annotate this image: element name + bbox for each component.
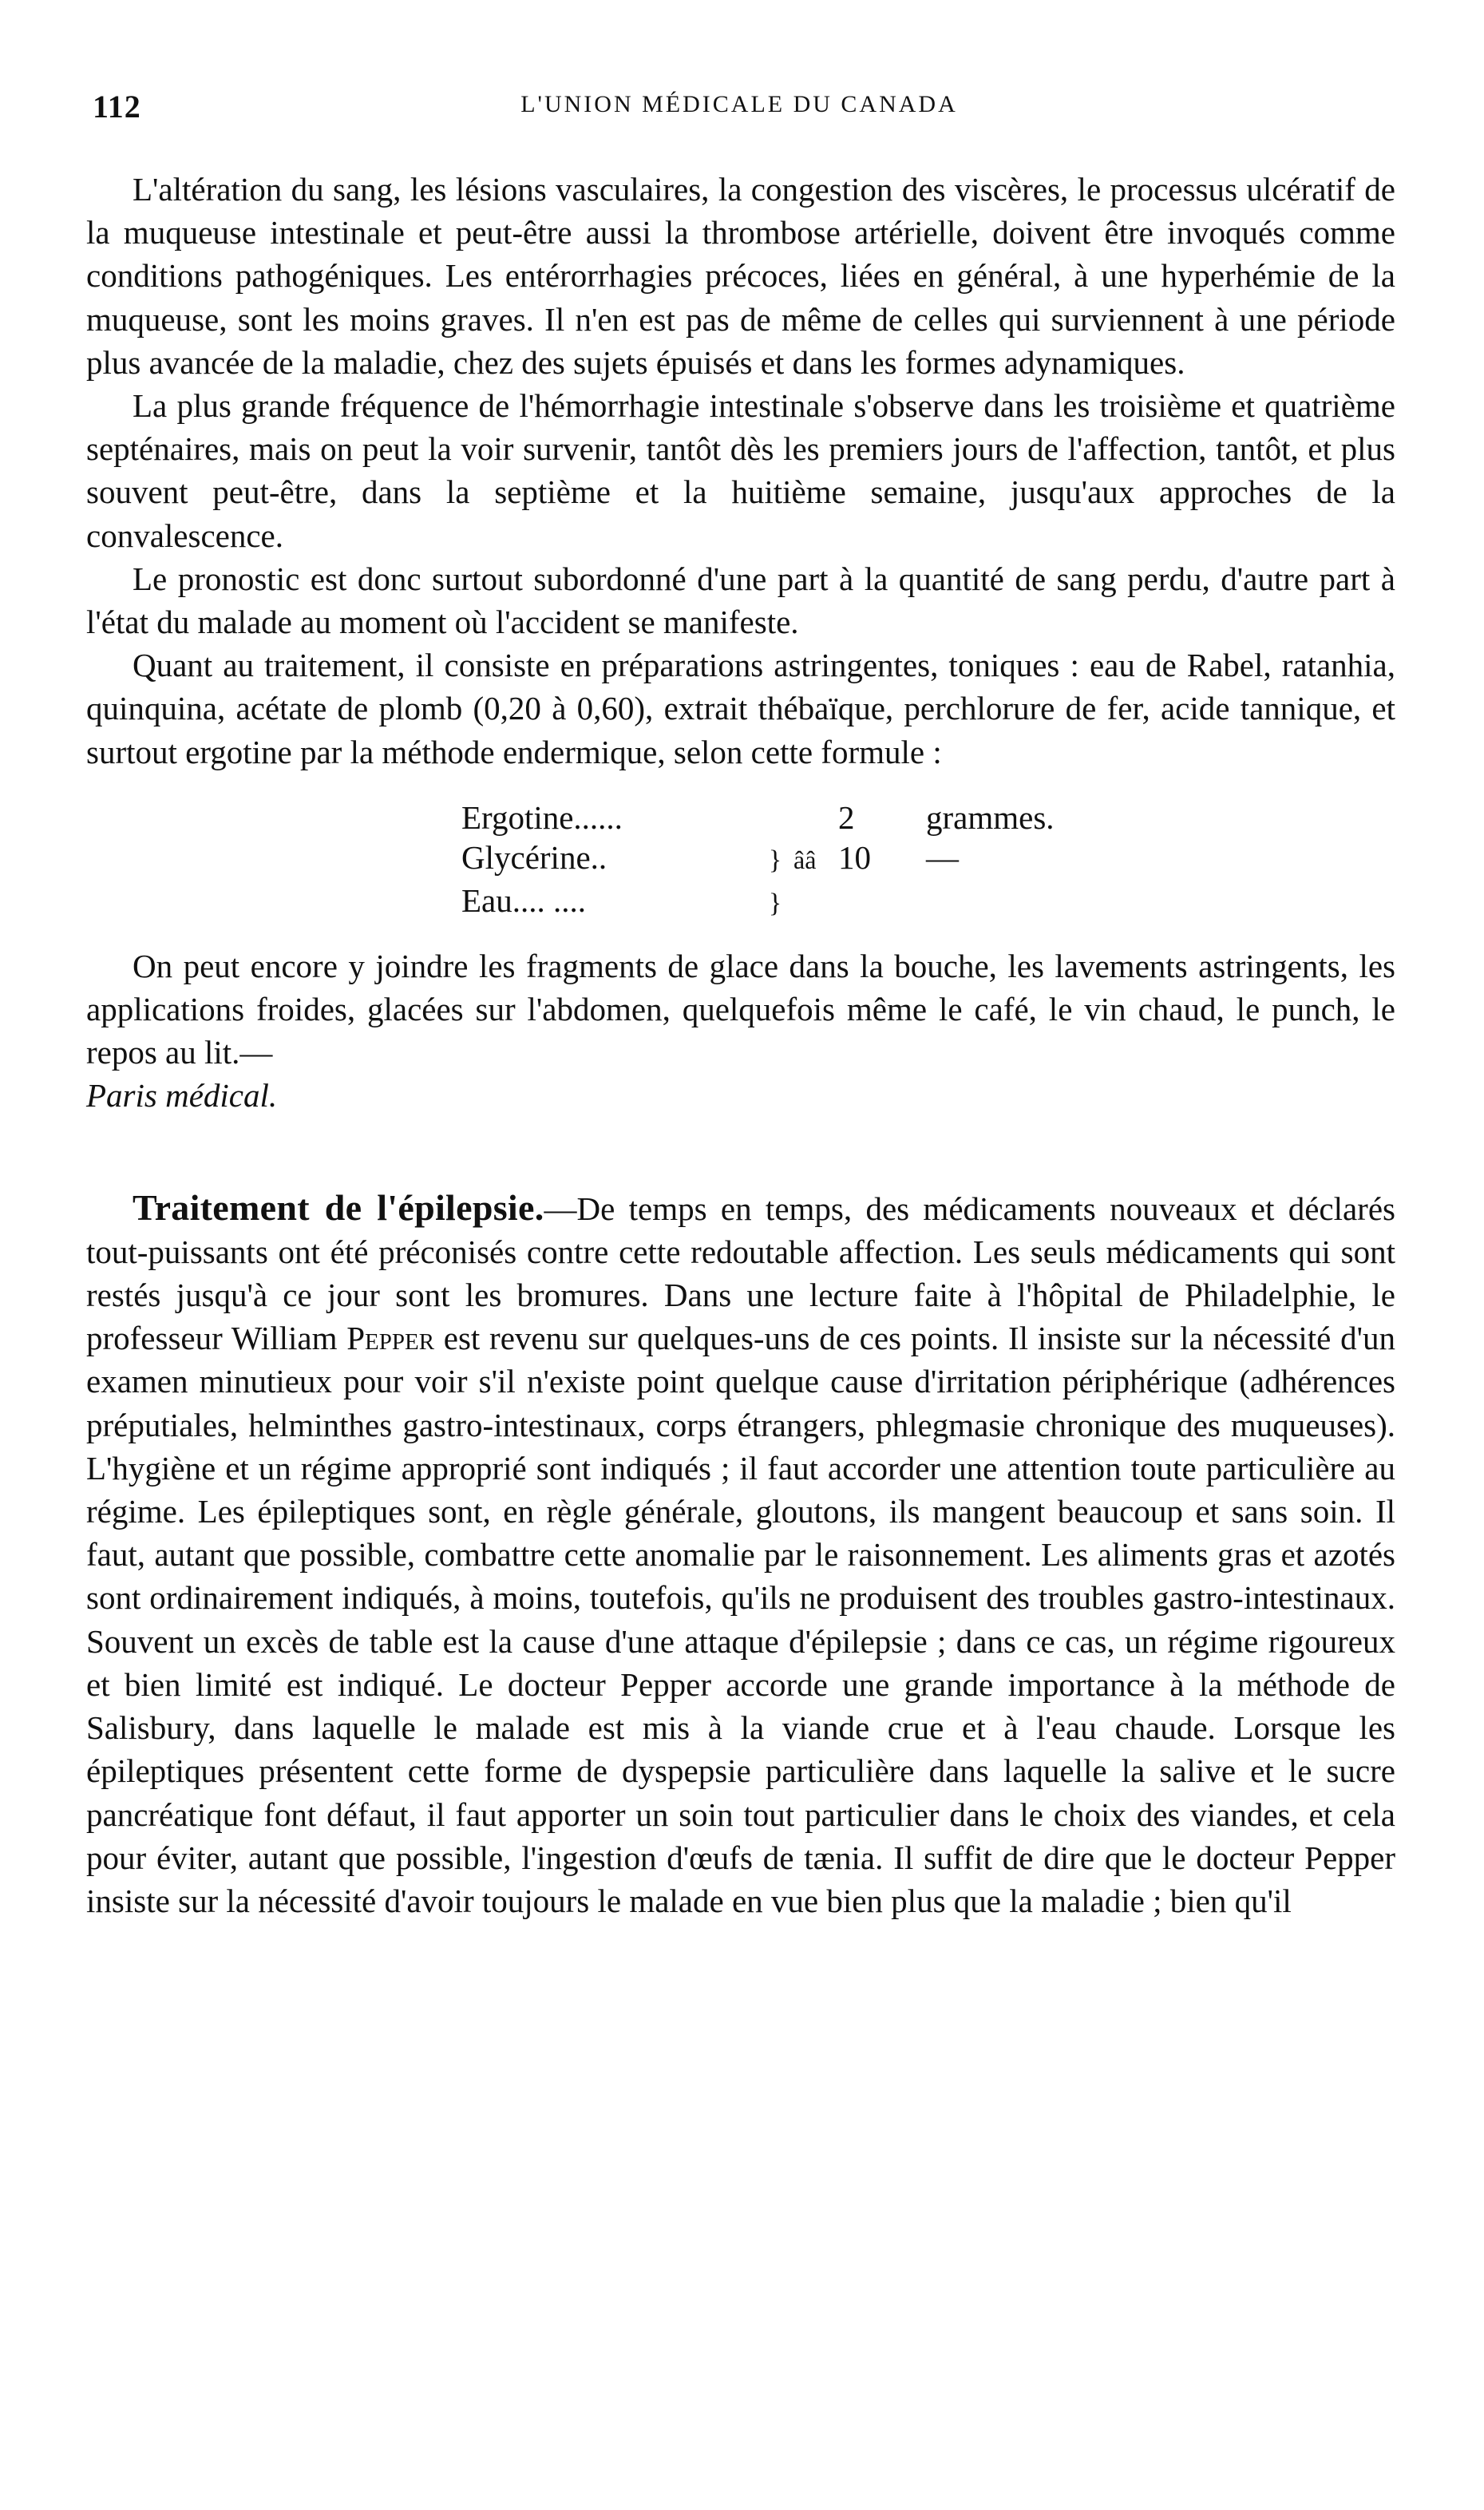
brace-symbol: } [768, 845, 782, 875]
paragraph: L'altération du sang, les lésions vasculaires, la congestion des viscères, le processus ulcératif de la muqueuse intestinale et peut-être aussi la thrombose artérielle, doivent être invoqués comme conditions pathogéniques. Les entérorrhagies précoces, liées en général, à une hyperhémie de la muqueuse, sont les moins graves. Il n'en est pas de même de celles qui surviennent à une période plus avancée de la maladie, chez des sujets épuisés et dans les formes adynamiques. [86, 171, 1395, 381]
prescription-formula [461, 798, 1395, 924]
ingredient-name: Glycérine.. [461, 838, 607, 876]
paragraph [86, 1186, 1395, 1922]
paragraph-text: —De temps en temps, des médicaments nouveaux et déclarés tout-puissants ont été préconisés contre cette redoutable affection. Les seuls médicaments qui sont restés jusqu'à ce jour sont les bromures. Dans une lecture faite à l'hôpital de Philadelphie, le professeur William [86, 1190, 1395, 1357]
paragraph: Quant au traitement, il consiste en préparations astringentes, toniques : eau de Rabel, ratanhia, quinquina, acétate de plomb (0,20 à 0,60), extrait thébaïque, perchlorure de fer, acide tannique, et surtout ergotine par la méthode endermique, selon cette formule : [86, 647, 1395, 770]
paragraph [86, 944, 1395, 1118]
body-text [86, 168, 1395, 1922]
paragraph-text: On peut encore y joindre les fragments de glace dans la bouche, les lavements astringents, les applications froides, glacées sur l'abdomen, quelquefois même le café, le vin chaud, le punch, le repos au lit.— [86, 947, 1395, 1071]
source-citation: Paris médical. [86, 1077, 278, 1114]
running-head [93, 88, 1386, 136]
formula-row [461, 881, 1395, 924]
ingredient-unit: — [926, 838, 959, 876]
paragraph: Le pronostic est donc surtout subordonné d'une part à la quantité de sang perdu, d'autre part à l'état du malade au moment où l'accident se manifeste. [86, 560, 1395, 641]
brace-symbol: } [768, 888, 782, 918]
ingredient-quantity: 10 [838, 838, 871, 876]
page-number: 112 [93, 89, 141, 125]
ana-symbol: ââ [793, 845, 817, 874]
section-divider [86, 1118, 1395, 1186]
formula-row [461, 837, 1395, 881]
paragraph: La plus grande fréquence de l'hémorrhagie intestinale s'observe dans les troisième et quatrième septénaires, mais on peut la voir survenir, tantôt dès les premiers jours de l'affection, tantôt, et plus souvent peut-être, dans la septième et la huitième semaine, jusqu'aux approches de la convalescence. [86, 387, 1395, 554]
author-name: Pepper [346, 1320, 435, 1357]
ingredient-unit: grammes. [926, 798, 1055, 836]
ingredient-name: Ergotine...... [461, 798, 623, 836]
ingredient-quantity: 2 [838, 798, 855, 836]
formula-row [461, 798, 1395, 837]
journal-title: L'UNION MÉDICALE DU CANADA [520, 91, 958, 117]
section-title: Traitement de l'épilepsie. [133, 1186, 544, 1228]
ingredient-name: Eau.... .... [461, 881, 586, 919]
paragraph-text: est revenu sur quelques-uns de ces points. Il insiste sur la nécessité d'un examen minutieux pour voir s'il n'existe point quelque cause d'irritation périphérique (adhérences préputiales, helminthes gastro-intestinaux, corps étrangers, phlegmasie chronique des muqueuses). L'hygiène et un régime approprié sont indiqués ; il faut accorder une attention toute particulière au régime. Les épileptiques sont, en règle générale, gloutons, ils mangent beaucoup et sans soin. Il faut, autant que possible, combattre cette anomalie par le raisonnement. Les aliments gras et azotés sont ordinairement indiqués, à moins, toutefois, qu'ils ne produisent des troubles gastro-intestinaux. Souvent un excès de table est la cause d'une attaque d'épilepsie ; dans ce cas, un régime rigoureux et bien limité est indiqué. Le docteur Pepper accorde une grande importance à la méthode de Salisbury, dans laquelle le malade est mis à la viande crue et à l'eau chaude. Lorsque les épileptiques présentent cette forme de dyspepsie particulière dans laquelle la salive et le sucre pancréatique font défaut, il faut apporter un soin tout particulier dans le choix des viandes, et cela pour éviter, autant que possible, l'ingestion d'œufs de tænia. Il suffit de dire que le docteur Pepper insiste sur la nécessité d'avoir toujours le malade en vue bien plus que la maladie ; bien qu'il [86, 1320, 1395, 1919]
